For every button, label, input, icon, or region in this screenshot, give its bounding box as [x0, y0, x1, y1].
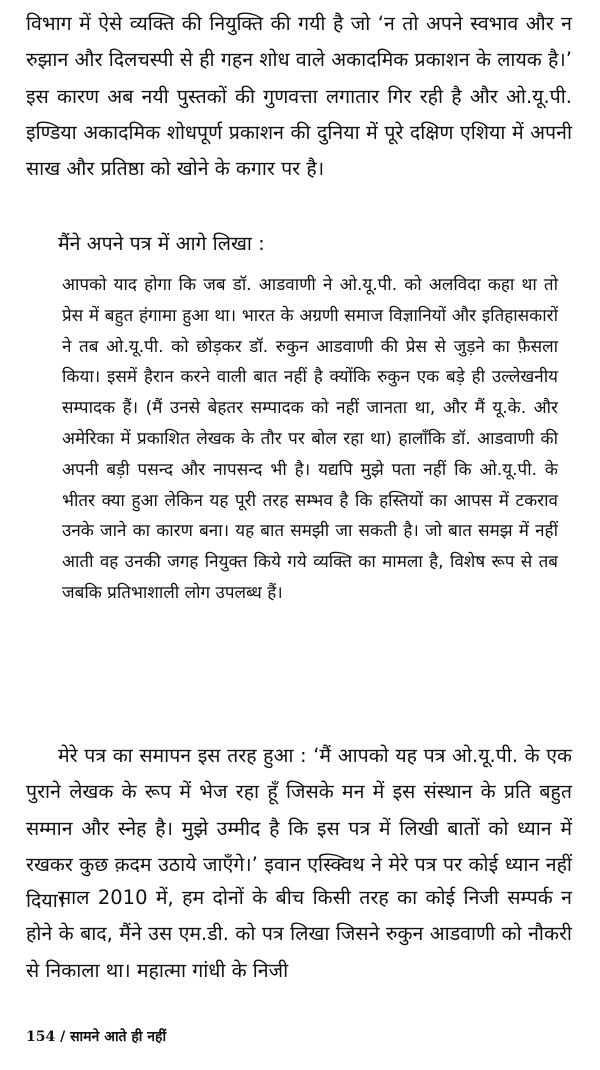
body-paragraph-2: मैंने अपने पत्र में आगे लिखा : — [58, 232, 265, 255]
block-quote: आपको याद होगा कि जब डॉ. आडवाणी ने ओ.यू.पी. को अलविदा कहा था तो प्रेस में बहुत हंगामा हुआ था। भारत के अग्रणी समाज विज्ञानियों और इतिहासकारों ने तब ओ.यू.पी. को छोड़कर डॉ. रुकुन आडवाणी की प्रेस से जुड़ने का फ़ैसला किया। इसमें हैरान करने वाली बात नहीं है क्योंकि रुकुन एक बड़े ही उल्लेखनीय सम्पादक हैं। (मैं उनसे बेहतर सम्पादक को नहीं जानता था, और मैं यू.के. और अमेरिका में प्रकाशित लेखक के तौर पर बोल रहा था) हालाँकि डॉ. आडवाणी की अपनी बड़ी पसन्द और नापसन्द भी है। यद्यपि मुझे पता नहीं कि ओ.यू.पी. के भीतर क्या हुआ लेकिन यह पूरी तरह सम्भव है कि हस्तियों का आपस में टकराव उनके जाने का कारण बना। यह बात समझी जा सकती है। जो बात समझ में नहीं आती वह उनकी जगह नियुक्त किये गये व्यक्ति का मामला है, विशेष रूप से तब जबकि प्रतिभाशाली लोग उपलब्ध हैं। — [62, 275, 558, 603]
page-footer: 154 / सामने आते ही नहीं — [26, 1029, 167, 1045]
body-paragraph-4: साल 2010 में, हम दोनों के बीच किसी तरह का कोई निजी सम्पर्क न होने के बाद, मैंने उस एम.डी. को पत्र लिखा जिसने रुकुन आडवाणी को नौकरी से निकाला था। महात्मा गांधी के निजी — [26, 886, 572, 982]
body-paragraph-3: मेरे पत्र का समापन इस तरह हुआ : ‘मैं आपको यह पत्र ओ.यू.पी. के एक पुराने लेखक के रूप में भेज रहा हूँ जिसके मन में इस संस्थान के प्रति बहुत सम्मान और स्नेह है। मुझे उम्मीद है कि इस पत्र में लिखी बातों को ध्यान में रखकर कुछ क़दम उठाये जाएँगे।’ इवान एस्क्विथ ने मेरे पत्र पर कोई ध्यान नहीं दिया। — [26, 744, 572, 913]
body-paragraph-1: विभाग में ऐसे व्यक्ति की नियुक्ति की गयी है जो ‘न तो अपने स्वभाव और न रुझान और दिलचस्पी से ही गहन शोध वाले अकादमिक प्रकाशन के लायक है।’ इस कारण अब नयी पुस्तकों की गुणवत्ता लगातार गिर रही है और ओ.यू.पी. इण्डिया अकादमिक शोधपूर्ण प्रकाशन की दुनिया में पूरे दक्षिण एशिया में अपनी साख और प्रतिष्ठा को खोने के कगार पर है। — [26, 12, 572, 181]
